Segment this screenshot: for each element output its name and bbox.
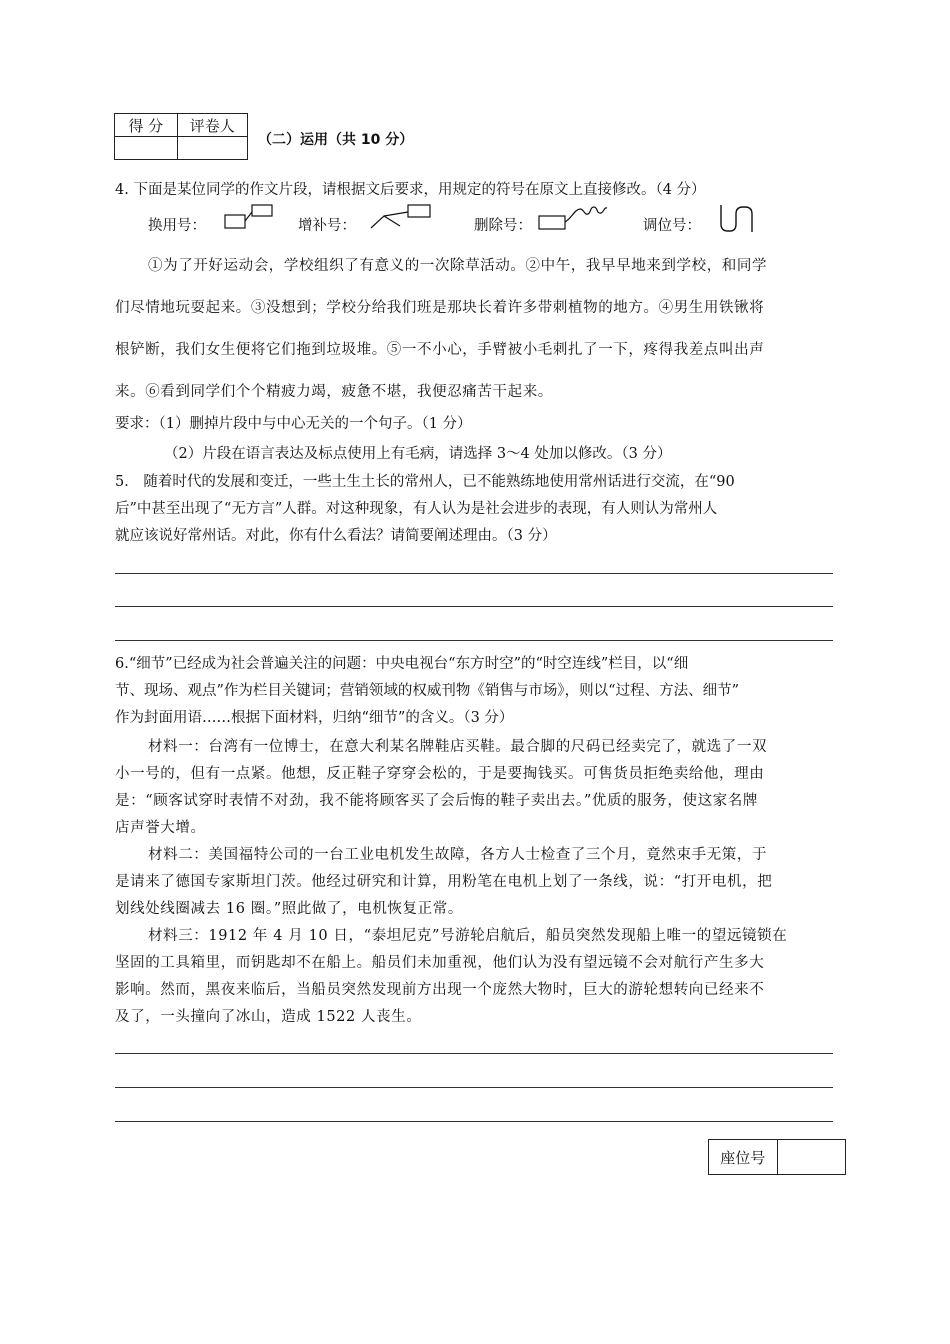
q6-material-line-8: 材料三：1912 年 4 月 10 日，“泰坦尼克”号游轮启航后，船员突然发现船上唯一的望远镜锁在: [148, 928, 788, 944]
seat-number-table: [708, 1139, 846, 1175]
symbol-label-delete: 删除号：: [474, 218, 532, 234]
q4-passage-line-3: 根铲断，我们女生便将它们拖到垃圾堆。⑤一不小心，手臂被小毛刺扎了一下，疼得我差点叫出声: [115, 342, 765, 358]
q6-material-line-10: 影响。然而，黑夜来临后，当船员突然发现前方出现一个庞然大物时，巨大的游轮想转向已经来不: [115, 982, 765, 998]
q6-intro-line-1: 6.“细节”已经成为社会普遍关注的问题：中央电视台“东方时空”的“时空连线”栏目，以“细: [115, 656, 689, 672]
q6-material-line-4: 店声誉大增。: [115, 820, 206, 836]
q4-passage-line-1: ①为了开好运动会，学校组织了有意义的一次除草活动。②中午，我早早地来到学校，和同学: [148, 258, 768, 274]
q4-symbols-row: [148, 212, 848, 238]
q4-passage-line-2: 们尽情地玩耍起来。③没想到；学校分给我们班是那块长着许多带刺植物的地方。④男生用铁锹将: [115, 300, 765, 316]
score-table: [114, 113, 248, 160]
score-cell[interactable]: [115, 137, 178, 160]
q4-prompt: 4. 下面是某位同学的作文片段，请根据文后要求，用规定的符号在原文上直接修改。（4 分）: [115, 182, 706, 198]
grader-cell[interactable]: [177, 137, 247, 160]
q4-passage-line-4: 来。⑥看到同学们个个精疲力竭，疲惫不堪，我便忍痛苦干起来。: [115, 384, 553, 400]
symbol-label-replace: 换用号：: [148, 218, 206, 234]
q5-line-2: 后”中甚至出现了“无方言”人群。对这种现象，有人认为是社会进步的表现，有人则认为常州人: [115, 501, 718, 517]
q6-material-line-1: 材料一：台湾有一位博士，在意大利某名牌鞋店买鞋。最合脚的尺码已经卖完了，就选了一双: [148, 739, 768, 755]
q6-material-line-6: 是请来了德国专家斯坦门茨。他经过研究和计算，用粉笔在电机上划了一条线，说：“打开电机，把: [115, 874, 773, 890]
q5-answer-line-2[interactable]: [115, 606, 833, 607]
transpose-mark-icon: [718, 202, 758, 234]
q6-answer-line-1[interactable]: [115, 1053, 833, 1054]
q4-requirement-2: （2）片段在语言表达及标点使用上有毛病，请选择 3～4 处加以修改。（3 分）: [164, 446, 672, 462]
insert-mark-icon: [370, 204, 434, 232]
seat-number-input[interactable]: [777, 1140, 845, 1175]
seat-number-label: 座位号: [709, 1140, 778, 1175]
q6-material-line-3: 是：“顾客试穿时表情不对劲，我不能将顾客买了会后悔的鞋子卖出去。”优质的服务，使这家名牌: [115, 793, 758, 809]
replace-mark-icon: [224, 204, 276, 232]
q5-answer-line-3[interactable]: [115, 640, 833, 641]
score-header: 得 分: [115, 114, 178, 137]
q6-material-line-7: 划线处线圈减去 16 圈。”照此做了，电机恢复正常。: [115, 901, 463, 917]
section-title: （二）运用（共 10 分）: [258, 132, 414, 148]
q6-intro-line-3: 作为封面用语……根据下面材料，归纳“细节”的含义。（3 分）: [115, 710, 514, 726]
q6-intro-line-2: 节、现场、观点”作为栏目关键词；营销领域的权威刊物《销售与市场》，则以“过程、方法、细节”: [115, 683, 739, 699]
q4-requirement-1: 要求：（1）删掉片段中与中心无关的一个句子。（1 分）: [115, 416, 472, 432]
q6-answer-line-2[interactable]: [115, 1087, 833, 1088]
q5-line-3: 就应该说好常州话。对此，你有什么看法？请简要阐述理由。（3 分）: [115, 528, 557, 544]
symbol-label-transpose: 调位号：: [643, 218, 701, 234]
delete-mark-icon: [538, 204, 610, 234]
q5-line-1: 5． 随着时代的发展和变迁，一些土生土长的常州人，已不能熟练地使用常州话进行交流，在“90: [115, 474, 735, 490]
q6-material-line-2: 小一号的，但有一点紧。他想，反正鞋子穿穿会松的，于是要掏钱买。可售货员拒绝卖给他，理由: [115, 766, 765, 782]
q6-material-line-9: 坚固的工具箱里，而钥匙却不在船上。船员们未加重视，他们认为没有望远镜不会对航行产生多大: [115, 955, 765, 971]
q6-answer-line-3[interactable]: [115, 1121, 833, 1122]
symbol-label-insert: 增补号：: [298, 218, 356, 234]
q6-material-line-11: 及了，一头撞向了冰山，造成 1522 人丧生。: [115, 1009, 422, 1025]
grader-header: 评卷人: [177, 114, 247, 137]
q5-answer-line-1[interactable]: [115, 573, 833, 574]
q6-material-line-5: 材料二：美国福特公司的一台工业电机发生故障，各方人士检查了三个月，竟然束手无策，于: [148, 847, 768, 863]
